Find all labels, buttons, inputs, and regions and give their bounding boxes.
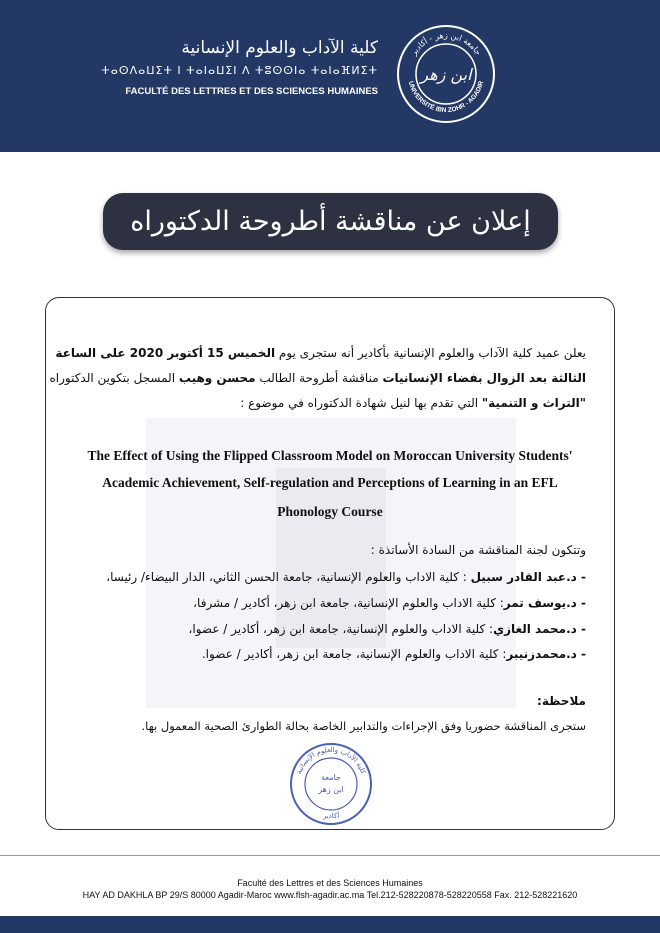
stamp-bottom-text: أكادير — [322, 812, 340, 820]
official-stamp-icon — [289, 742, 373, 826]
stamp-inner-text-2: ابن زهر — [318, 785, 344, 794]
announcement-title-banner — [103, 193, 558, 250]
committee-intro: وتتكون لجنة المناقشة من السادة الأساتذة : — [370, 543, 586, 557]
committee-member: - د.محمد الغازي: كلية الاداب والعلوم الإنسانية، جامعة ابن زهر، أكادير / عضوا، — [188, 622, 586, 636]
body-line-2: الثالثة بعد الزوال بفضاء الإنسانيات مناقشة أطروحة الطالب محسن وهيب المسجل بتكوين الدكتوراه — [49, 371, 586, 385]
svg-text:كلية الآداب والعلوم الإنسانية — [295, 746, 368, 776]
thesis-title-line-3: Phonology Course — [277, 504, 383, 519]
footer-divider — [0, 855, 660, 856]
header-banner — [0, 0, 660, 152]
faculty-name-french: FACULTÉ DES LETTRES ET DES SCIENCES HUMAINES — [125, 86, 378, 97]
committee-member: - د.عبد القادر سبيل : كلية الاداب والعلوم الإنسانية، جامعة الحسن الثاني، الدار البيضاء/ رئيسا، — [106, 570, 586, 584]
stamp-outer-text: كلية الآداب والعلوم الإنسانية — [294, 745, 368, 776]
faculty-name-tifinagh: ⵜⴰⵙⴷⴰⵡⵉⵜ ⵏ ⵜⴰⵏⴰⵡⵉⵏ ⴷ ⵜⵓⵙⵙⵏⴰ ⵜⴰⵏⴰⴼⵍⵉⵜ — [101, 64, 378, 77]
university-logo-icon — [396, 24, 496, 124]
note-text: ستجرى المناقشة حضوريا وفق الإجراءات والتدابير الخاصة بحالة الطوارئ الصحية المعمول بها. — [141, 719, 586, 733]
faculty-name-arabic: كلية الآداب والعلوم الإنسانية — [181, 38, 378, 58]
announcement-title: إعلان عن مناقشة أطروحة الدكتوراه — [130, 206, 531, 237]
announcement-card — [45, 297, 615, 830]
stamp-inner-text-1: جامعة — [321, 773, 341, 782]
footer-bar — [0, 916, 660, 933]
logo-top-text: جامعة ابن زهر - أكادير — [409, 30, 483, 57]
footer-faculty-name: Faculté des Lettres et des Sciences Humaines — [237, 878, 423, 888]
thesis-title-line-2: Academic Achievement, Self-regulation and Perceptions of Learning in an EFL — [102, 475, 558, 490]
thesis-title-line-1: The Effect of Using the Flipped Classroom Model on Moroccan University Students' — [87, 448, 573, 463]
committee-member: - د.يوسف تمر: كلية الاداب والعلوم الإنسانية، جامعة ابن زهر، أكادير / مشرفا، — [193, 596, 586, 610]
footer-contact-info: HAY AD DAKHLA BP 29/S 80000 Agadir-Maroc www.flsh-agadir.ac.ma Tel.212-528220878-528220558 Fax. 212-528221620 — [82, 890, 578, 900]
logo-bottom-text: UNIVERSITÉ IBN ZOHR - AGADIR — [406, 80, 486, 115]
watermark-logo-inner — [276, 468, 386, 648]
logo-center-text: ابن زهر — [420, 65, 472, 84]
committee-member: - د.محمدزنيبر: كلية الاداب والعلوم الإنسانية، جامعة ابن زهر، أكادير / عضوا. — [201, 647, 586, 661]
body-line-3: "التراث و التنمية" التي تقدم بها لنيل شهادة الدكتوراه في موضوع : — [240, 396, 586, 410]
body-line-1: يعلن عميد كلية الآداب والعلوم الإنسانية بأكادير أنه ستجرى يوم الخميس 15 أكتوبر 2020 على الساعة — [55, 346, 586, 360]
note-label: ملاحظة: — [537, 694, 586, 708]
